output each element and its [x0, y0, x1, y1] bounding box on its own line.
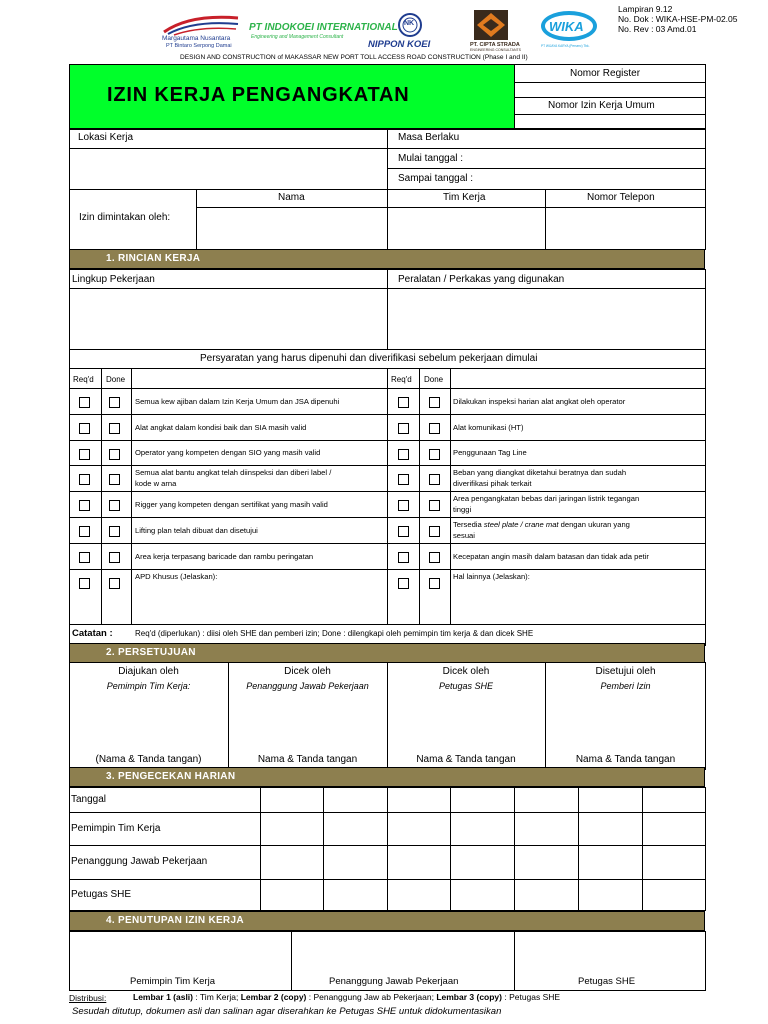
left-done-checkbox-3[interactable]	[109, 449, 120, 460]
distribution-text	[133, 992, 560, 1002]
left-requirement-6	[135, 525, 258, 536]
tools-label: Peralatan / Perkakas yang digunakan	[398, 274, 565, 285]
section-2-title: 2. PERSETUJUAN	[106, 647, 196, 658]
right-done-checkbox-3[interactable]	[429, 449, 440, 460]
daily-cell[interactable]	[324, 813, 386, 844]
section-4-bar	[69, 911, 705, 931]
requirement-line: Area pengangkatan bebas dari jaringan listrik tegangan	[453, 494, 640, 503]
scope-field[interactable]	[70, 289, 386, 349]
right-reqd-checkbox-7[interactable]	[398, 552, 409, 563]
left-done-checkbox-8[interactable]	[109, 578, 120, 589]
daily-cell[interactable]	[451, 813, 513, 844]
approval-signature-field-4[interactable]	[547, 696, 704, 750]
indokoei-sub: Engineering and Management Consultant	[251, 34, 344, 40]
right-requirement-3	[453, 447, 527, 458]
right-requirement-6	[453, 519, 630, 541]
approval-head-4: Disetujui oleh	[595, 666, 656, 677]
left-requirement-2	[135, 422, 306, 433]
lembar-2-label: Lembar 2 (copy)	[240, 992, 307, 1002]
right-reqd-checkbox-5[interactable]	[398, 500, 409, 511]
requester-phone-field[interactable]	[546, 208, 705, 249]
approval-sign-caption-3: Nama & Tanda tangan	[416, 754, 516, 765]
right-done-checkbox-5[interactable]	[429, 500, 440, 511]
col-team-header: Tim Kerja	[443, 192, 486, 203]
left-done-checkbox-1[interactable]	[109, 397, 120, 408]
right-reqd-checkbox-1[interactable]	[398, 397, 409, 408]
daily-cell[interactable]	[451, 846, 513, 878]
distribution-label: Distribusi:	[69, 993, 107, 1003]
right-done-checkbox-1[interactable]	[429, 397, 440, 408]
scope-label: Lingkup Pekerjaan	[72, 274, 155, 285]
approval-head-1: Diajukan oleh	[118, 666, 179, 677]
right-requirement-2	[453, 422, 523, 433]
left-reqd-checkbox-7[interactable]	[79, 552, 90, 563]
approval-head-2: Dicek oleh	[284, 666, 331, 677]
requirement-line: tinggi	[453, 505, 472, 514]
approval-role-2: Penanggung Jawab Pekerjaan	[246, 681, 369, 691]
daily-cell[interactable]	[515, 788, 577, 811]
left-requirement-7	[135, 551, 313, 562]
right-done-checkbox-7[interactable]	[429, 552, 440, 563]
daily-cell[interactable]	[261, 813, 322, 844]
right-requirement-1	[453, 396, 625, 407]
daily-row-label-4: Petugas SHE	[71, 889, 132, 900]
daily-cell[interactable]	[579, 846, 641, 878]
approval-sign-caption-4: Nama & Tanda tangan	[575, 754, 676, 765]
daily-cell[interactable]	[515, 846, 577, 878]
left-reqd-checkbox-2[interactable]	[79, 423, 90, 434]
closing-col-2: Penanggung Jawab Pekerjaan	[329, 976, 459, 987]
requirement-line: Area kerja terpasang baricade dan rambu peringatan	[135, 552, 314, 561]
left-requirement-5	[135, 499, 328, 510]
lembar-3-text: : Petugas SHE	[501, 992, 561, 1002]
cipta-strada-logo	[470, 10, 540, 50]
general-permit-label: Nomor Izin Kerja Umum	[548, 100, 655, 111]
daily-cell[interactable]	[515, 813, 577, 844]
general-permit-field[interactable]	[515, 115, 705, 129]
register-label: Nomor Register	[570, 68, 641, 79]
daily-cell[interactable]	[388, 788, 449, 811]
margautama-logo	[160, 10, 242, 50]
closing-col-1: Pemimpin Tim Kerja	[130, 976, 215, 987]
daily-row-label-2: Pemimpin Tim Kerja	[71, 823, 161, 834]
margautama-sub: PT Bintaro Serpong Damai	[166, 43, 232, 49]
right-requirement-5	[453, 493, 639, 515]
closing-sign-field-1[interactable]	[70, 932, 290, 974]
requirement-line: Semua kew ajiban dalam Izin Kerja Umum dan JSA dipenuhi	[135, 397, 340, 406]
lembar-2-text: : Penanggung Jaw ab Pekerjaan;	[306, 992, 437, 1002]
done-header-left: Done	[106, 375, 126, 384]
col-name-header: Nama	[278, 192, 305, 203]
section-1-bar	[69, 249, 705, 269]
margautama-name: Margautama Nusantara	[162, 35, 231, 42]
daily-row-label-3: Penanggung Jawab Pekerjaan	[71, 856, 208, 867]
closing-sign-field-3[interactable]	[515, 932, 705, 974]
daily-row-label-1: Tanggal	[71, 794, 107, 805]
requirement-line: Penggunaan Tag Line	[453, 448, 527, 457]
cipta-strada-emblem-icon	[474, 10, 508, 40]
right-reqd-checkbox-6[interactable]	[398, 526, 409, 537]
validity-end-label: Sampai tanggal :	[398, 173, 474, 184]
requirement-line: Beban yang diangkat diketahui beratnya dan sudah	[453, 468, 627, 477]
requester-team-field[interactable]	[388, 208, 544, 249]
nippon-koei-logo	[368, 12, 458, 50]
section-2-bar	[69, 643, 705, 663]
daily-cell[interactable]	[643, 788, 705, 811]
approval-head-3: Dicek oleh	[442, 666, 490, 677]
notes-text: Req'd (diperlukan) : diisi oleh SHE dan pemberi izin; Done : dilengkapi oleh pemimpin tim kerja & dan dicek SHE	[135, 629, 534, 638]
daily-cell[interactable]	[324, 788, 386, 811]
left-requirement-1	[135, 396, 339, 407]
left-reqd-checkbox-3[interactable]	[79, 449, 90, 460]
daily-cell[interactable]	[579, 788, 641, 811]
approval-role-3: Petugas SHE	[438, 681, 494, 691]
daily-cell[interactable]	[643, 813, 705, 844]
requirement-line: Lifting plan telah dibuat dan disetujui	[135, 526, 258, 535]
approval-role-1: Pemimpin Tim Kerja:	[106, 681, 191, 691]
validity-start-label: Mulai tanggal :	[398, 153, 464, 164]
footer-note: Sesudah ditutup, dokumen asli dan salinan agar diserahkan ke Petugas SHE untuk didokumentasikan	[72, 1006, 502, 1017]
requirement-line: Operator yang kompeten dengan SIO yang masih valid	[135, 448, 321, 457]
right-requirement-4	[453, 467, 626, 489]
wika-name: WIKA	[549, 19, 584, 34]
requirement-line: Hal lainnya (Jelaskan):	[453, 572, 530, 581]
reqd-header-right: Req'd	[391, 375, 412, 384]
cipta-strada-sub: ENGINEERING CONSULTANTS	[470, 48, 522, 52]
indokoei-name: PT INDOKOEI INTERNATIONAL	[249, 22, 398, 33]
nippon-koei-badge: NK	[404, 20, 415, 27]
wika-logo	[538, 10, 600, 50]
approval-sign-caption-1: (Nama & Tanda tangan)	[95, 754, 202, 765]
left-done-checkbox-4[interactable]	[109, 474, 120, 485]
daily-cell[interactable]	[324, 846, 386, 878]
left-requirement-3	[135, 447, 320, 458]
right-requirement-7	[453, 551, 649, 562]
requirement-line: sesuai	[453, 531, 475, 540]
work-location-field[interactable]	[70, 149, 386, 188]
requirement-line: Alat komunikasi (HT)	[453, 423, 524, 432]
right-reqd-checkbox-4[interactable]	[398, 474, 409, 485]
daily-cell[interactable]	[451, 880, 513, 910]
daily-cell[interactable]	[515, 880, 577, 910]
left-reqd-checkbox-5[interactable]	[79, 500, 90, 511]
daily-cell[interactable]	[324, 880, 386, 910]
lembar-3-label: Lembar 3 (copy)	[436, 992, 502, 1002]
requirement-line: Semua alat bantu angkat telah diinspeksi dan diberi label /	[135, 468, 332, 477]
right-reqd-checkbox-3[interactable]	[398, 449, 409, 460]
left-requirement-8	[135, 571, 217, 582]
right-done-checkbox-2[interactable]	[429, 423, 440, 434]
notes-label: Catatan :	[72, 628, 113, 639]
left-done-checkbox-7[interactable]	[109, 552, 120, 563]
left-reqd-checkbox-6[interactable]	[79, 526, 90, 537]
work-location-label: Lokasi Kerja	[78, 132, 134, 143]
col-phone-header: Nomor Telepon	[587, 192, 655, 203]
requirement-line: Rigger yang kompeten dengan sertifikat yang masih valid	[135, 500, 328, 509]
daily-cell[interactable]	[388, 846, 449, 878]
daily-cell[interactable]	[388, 880, 449, 910]
right-done-checkbox-8[interactable]	[429, 578, 440, 589]
requirement-line: APD Khusus (Jelaskan):	[135, 572, 218, 581]
approval-role-4: Pemberi Izin	[600, 681, 651, 691]
section-3-bar	[69, 767, 705, 787]
left-done-checkbox-6[interactable]	[109, 526, 120, 537]
requirement-line: kode w arna	[135, 479, 177, 488]
left-done-checkbox-5[interactable]	[109, 500, 120, 511]
register-field[interactable]	[515, 83, 705, 97]
doc-revision: No. Rev : 03 Amd.01	[618, 24, 697, 34]
requirement-line: diverifikasi pihak terkait	[453, 479, 532, 488]
right-done-checkbox-6[interactable]	[429, 526, 440, 537]
right-reqd-checkbox-2[interactable]	[398, 423, 409, 434]
lembar-1-label: Lembar 1 (asli)	[133, 992, 193, 1002]
section-1-title: 1. RINCIAN KERJA	[106, 253, 201, 264]
requirement-line: Kecepatan angin masih dalam batasan dan tidak ada petir	[453, 552, 649, 561]
page-title: IZIN KERJA PENGANGKATAN	[107, 84, 410, 106]
cipta-strada-name: PT. CIPTA STRADA	[470, 42, 520, 48]
daily-cell[interactable]	[451, 788, 513, 811]
daily-cell[interactable]	[579, 813, 641, 844]
tools-field[interactable]	[388, 289, 705, 349]
doc-number: No. Dok : WIKA-HSE-PM-02.05	[618, 14, 738, 24]
requested-by-label: Izin dimintakan oleh:	[79, 212, 171, 223]
requirements-title: Persyaratan yang harus dipenuhi dan diverifikasi sebelum pekerjaan dimulai	[200, 353, 538, 364]
left-reqd-checkbox-1[interactable]	[79, 397, 90, 408]
daily-cell[interactable]	[643, 846, 705, 878]
requirement-line: Alat angkat dalam kondisi baik dan SIA masih valid	[135, 423, 307, 432]
closing-col-3: Petugas SHE	[578, 976, 636, 987]
section-3-title: 3. PENGECEKAN HARIAN	[106, 771, 236, 782]
doc-lampiran: Lampiran 9.12	[618, 4, 673, 14]
approval-signature-field-1[interactable]	[71, 696, 226, 750]
daily-cell[interactable]	[579, 880, 641, 910]
nippon-koei-name: NIPPON KOEI	[368, 39, 431, 50]
done-header-right: Done	[424, 375, 444, 384]
reqd-header-left: Req'd	[73, 375, 94, 384]
validity-label: Masa Berlaku	[398, 132, 460, 143]
right-done-checkbox-4[interactable]	[429, 474, 440, 485]
right-reqd-checkbox-8[interactable]	[398, 578, 409, 589]
left-reqd-checkbox-8[interactable]	[79, 578, 90, 589]
requirement-line: Dilakukan inspeksi harian alat angkat oleh operator	[453, 397, 626, 406]
requirement-line: Tersedia steel plate / crane mat dengan ukuran yang	[453, 520, 630, 529]
daily-cell[interactable]	[643, 880, 705, 910]
approval-signature-field-3[interactable]	[389, 696, 543, 750]
section-4-title: 4. PENUTUPAN IZIN KERJA	[106, 915, 244, 926]
daily-cell[interactable]	[261, 880, 322, 910]
daily-cell[interactable]	[261, 788, 322, 811]
left-reqd-checkbox-4[interactable]	[79, 474, 90, 485]
lembar-1-text: : Tim Kerja;	[193, 992, 241, 1002]
requester-name-field[interactable]	[198, 208, 386, 249]
daily-cell[interactable]	[261, 846, 322, 878]
right-requirement-8	[453, 571, 530, 582]
approval-signature-field-2[interactable]	[230, 696, 385, 750]
left-done-checkbox-2[interactable]	[109, 423, 120, 434]
approval-sign-caption-2: Nama & Tanda tangan	[257, 754, 358, 765]
daily-cell[interactable]	[388, 813, 449, 844]
closing-sign-field-2[interactable]	[292, 932, 513, 974]
project-title: DESIGN AND CONSTRUCTION of MAKASSAR NEW PORT TOLL ACCESS ROAD CONSTRUCTION (Phase I and II)	[180, 54, 528, 61]
wika-sub: PT WIJAYA KARYA (Persero) Tbk.	[541, 44, 590, 48]
left-requirement-4	[135, 467, 331, 489]
